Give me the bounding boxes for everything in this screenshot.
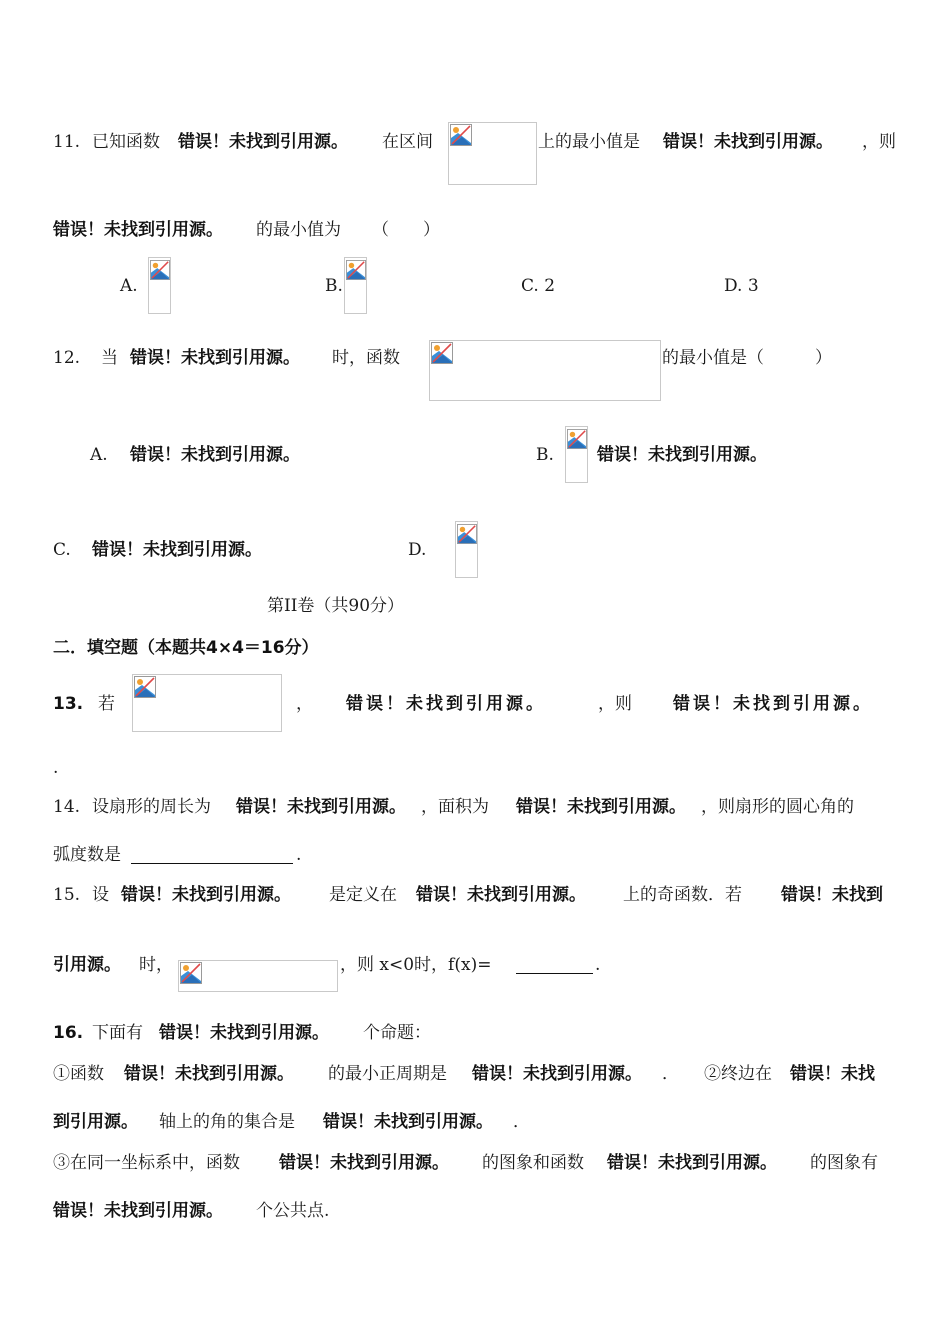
question-text: 时， xyxy=(139,955,173,975)
answer-blank[interactable] xyxy=(131,862,293,864)
option-d-formula-image xyxy=(455,521,478,578)
proposition-1-text: 的最小正周期是 xyxy=(328,1064,447,1084)
reference-error: 错误！未找到引用源。 xyxy=(673,694,873,714)
reference-error: 错误！未找到引用源。 xyxy=(597,445,767,465)
reference-error: 错误！未找到引用源。 xyxy=(130,348,300,368)
proposition-2-text: 轴上的角的集合是 xyxy=(159,1112,295,1132)
question-text: 设 xyxy=(92,885,109,905)
question-number: 15. xyxy=(53,885,81,905)
question-text: ，面积为 xyxy=(421,797,489,817)
question-text: 已知函数 xyxy=(92,132,160,152)
reference-error: 错误！未找到引用源。 xyxy=(53,1201,223,1221)
option-c: C. 2 xyxy=(521,276,556,296)
option-d: D. 3 xyxy=(724,276,759,296)
reference-error: 错误！未找到 xyxy=(781,885,883,905)
broken-image-icon xyxy=(457,523,477,545)
question-text: 是定义在 xyxy=(329,885,397,905)
section-heading: 二．填空题（本题共4×4＝16分） xyxy=(53,638,319,658)
reference-error: 错误！未找到引用源。 xyxy=(53,220,223,240)
function-formula-image xyxy=(429,340,661,401)
reference-error: 错误！未找到引用源。 xyxy=(516,797,686,817)
proposition-3: ③在同一坐标系中，函数 xyxy=(53,1153,240,1173)
reference-error: 错误！未找到引用源。 xyxy=(279,1153,449,1173)
answer-paren: （ ） xyxy=(372,220,440,240)
question-number: 12. xyxy=(53,348,81,368)
reference-error: 错误！未找到引用源。 xyxy=(416,885,586,905)
reference-error: 错误！未找到引用源。 xyxy=(236,797,406,817)
question-number: 16. xyxy=(53,1023,84,1043)
broken-image-icon xyxy=(450,124,472,146)
proposition-3-text: 的图象和函数 xyxy=(482,1153,584,1173)
question-end: . xyxy=(296,845,302,865)
question-text: ，则扇形的圆心角的 xyxy=(701,797,854,817)
question-number: 13. xyxy=(53,694,84,714)
broken-image-icon xyxy=(567,428,587,450)
question-text: 的最小值是（ ） xyxy=(662,348,832,368)
question-number: 14. xyxy=(53,797,81,817)
question-text: 上的奇函数．若 xyxy=(623,885,742,905)
reference-error: 引用源。 xyxy=(53,955,121,975)
option-b-formula-image xyxy=(344,257,367,314)
proposition-3-end: 个公共点. xyxy=(256,1201,330,1221)
question-text: 在区间 xyxy=(382,132,433,152)
reference-error: 错误！未找到引用源。 xyxy=(121,885,291,905)
option-b-formula-image xyxy=(565,426,588,483)
question-text: ，则 x<0时，f(x)= xyxy=(340,955,492,975)
proposition-1-end: ． xyxy=(662,1064,679,1084)
broken-image-icon xyxy=(346,259,366,281)
question-text: ，则 xyxy=(598,694,632,714)
reference-error: 错误！未找到引用源。 xyxy=(159,1023,329,1043)
question-text: 若 xyxy=(98,694,115,714)
question-end: . xyxy=(595,955,601,975)
question-number: 11. xyxy=(53,132,81,152)
proposition-2-end: ． xyxy=(513,1112,530,1132)
option-b-label: B. xyxy=(536,445,554,465)
broken-image-icon xyxy=(431,342,453,364)
question-text: 设扇形的周长为 xyxy=(92,797,211,817)
option-b-label: B. xyxy=(325,276,343,296)
broken-image-icon xyxy=(150,259,170,281)
question-text: ， xyxy=(296,694,313,714)
broken-image-icon xyxy=(180,962,202,984)
question-text: ，则 xyxy=(862,132,896,152)
condition-formula-image xyxy=(132,674,282,732)
question-text: 上的最小值是 xyxy=(538,132,640,152)
reference-error: 错误！未找到引用源。 xyxy=(178,132,348,152)
reference-error: 错误！未找到引用源。 xyxy=(663,132,833,152)
reference-error: 错误！未找 xyxy=(790,1064,875,1084)
reference-error: 到引用源。 xyxy=(53,1112,138,1132)
reference-error: 错误！未找到引用源。 xyxy=(130,445,300,465)
option-d-label: D. xyxy=(408,540,427,560)
proposition-3-text: 的图象有 xyxy=(810,1153,878,1173)
proposition-1: ①函数 xyxy=(53,1064,104,1084)
option-c-label: C. xyxy=(53,540,71,560)
question-text: 时，函数 xyxy=(332,348,400,368)
reference-error: 错误！未找到引用源。 xyxy=(92,540,262,560)
question-end: . xyxy=(53,758,59,778)
option-a-formula-image xyxy=(148,257,171,314)
question-text: 个命题： xyxy=(363,1023,431,1043)
question-text: 当 xyxy=(101,348,118,368)
function-formula-image xyxy=(178,960,338,992)
question-text: 弧度数是 xyxy=(53,845,121,865)
reference-error: 错误！未找到引用源。 xyxy=(346,694,546,714)
reference-error: 错误！未找到引用源。 xyxy=(607,1153,777,1173)
broken-formula-image xyxy=(448,122,537,185)
proposition-2: ②终边在 xyxy=(704,1064,772,1084)
part-title: 第II卷（共90分） xyxy=(267,596,405,616)
reference-error: 错误！未找到引用源。 xyxy=(323,1112,493,1132)
question-text: 下面有 xyxy=(92,1023,143,1043)
option-a-label: A. xyxy=(120,276,138,296)
option-a-label: A. xyxy=(90,445,108,465)
broken-image-icon xyxy=(134,676,156,698)
question-text: 的最小值为 xyxy=(256,220,341,240)
reference-error: 错误！未找到引用源。 xyxy=(124,1064,294,1084)
answer-blank[interactable] xyxy=(516,972,593,974)
reference-error: 错误！未找到引用源。 xyxy=(472,1064,642,1084)
